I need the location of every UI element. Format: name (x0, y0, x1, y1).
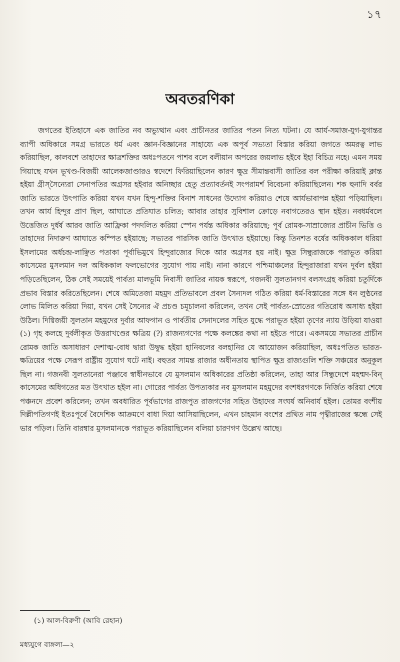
chapter-heading: অবতরণিকা (165, 90, 235, 108)
page-number: ১৭ (366, 8, 382, 21)
running-footer: মধ্যযুগে বাঙ্গলা—২ (20, 640, 75, 649)
footnote: (১) আল-বিরুণী (আবি রেহান) (34, 616, 123, 625)
footnote-divider (20, 610, 90, 611)
body-paragraph: জগতের ইতিহাসে এক জাতির নব অভ্যুত্থান এবং প্রাচীনতর জাতির পতন নিত্য ঘটনা। যে আর্য-সমাজ-যুগ-যুগান্তর ব্যাপী অধিকারে সমগ্র ভারতে ধর্ম এবং জ্ঞান-বিজ্ঞানের সাহায্যে এক অপূর্ব সভ্যতা বিস্তার করিয়া জগতে অমরত্ব লাভ করিয়াছিল, কালবশে তাহাদের ক্ষাত্রশক্তির অধঃপতনে পাশব বলে বলীয়ান অপরের জয়লাভ হইবে ইহা বিচিত্র নহে। এমন সময় গিয়াছে যখন ভূখণ্ড-বিজয়ী আলেকজাণ্ডারও স্বদেশে ফিরিয়াছিলেন কারণ ক্ষুদ্র সীমান্তবাসী জাতির বল পরীক্ষা করিয়াই ক্লান্ত হইয়া গ্রীস্‌সৈন্যেরা সেনাপতির অগ্রসর হইবার অনিচ্ছার হেতু প্রত্যাবর্তনই সংপরামর্শ বিবেচনা করিয়াছিলেন। শক হুনাদি বর্বর জাতি ভারতে উৎপাতি করিয়া যখন যখন হিন্দু-শক্তির বিনাশ সাধনের উদ্যোগ করিয়াও শেষে আর্যভাবাপন্ন হইয়া পড়িয়াছিল। তখন আর্য হিন্দুর প্রাণ ছিল, আঘাতে প্রতিঘাত চলিত; আবার তাহার সুবিশাল ক্রোড়ে নবাগতেরও স্থান হইত। নবধর্মবলে উত্তেজিত দুর্ধর্ষ আরব জাতি আফ্রিকা পদদলিত করিয়া স্পেন পর্যন্ত অধিকার করিয়াছে; পূর্ব রোমক-সাম্রাজ্যের প্রাচীন ভিত্তি ও তাহাদের নিদারুণ আঘাতে কম্পিত হইয়াছে; সভ্যতর পারসিক জাতি উৎখাত হইয়াছে। কিন্তু তিনশত বর্ষের অধিককাল ধরিয়া ইসলামের অর্ধচন্দ্র-লাঞ্ছিত পতাকা পূর্বাভিমুখে হিন্দুরাজ্যের দিকে আর অগ্রসর হয় নাই। ক্ষুদ্র সিন্ধুরাজকে পরাভূত করিয়া কাসেমের মুসলমান দল অধিককাল ফলভোগের সুযোগ পায় নাই। নানা কারণে পশ্চিমাঞ্চলের হিন্দুরাজারা যখন দুর্বল হইয়া পড়িতেছিলেন, ঠিক সেই সময়েই পার্বত্য মালভূমি নিবাসী জাতির নায়ক স্বরূপে, গজনবী সুলতানগণ বলসংগ্রহ করিয়া চতুর্দিকে প্রভাব বিস্তার করিতেছিলেন। শেষে অমিতেজা মহমুদ প্রতিভাবলে প্রবল সৈন্যদল গঠিত করিয়া ধর্ম-বিস্তারের সঙ্গে ধন লুণ্ঠনের লোভ মিলিত করিয়া দিয়া, যখন সেই সৈন্যের ঐ প্রচণ্ড চমূচালনা করিলেন, তখন সেই পার্বত্য-স্রোতের গতিরোধ অসাধ্য হইয়া উঠিল। দিগ্বিজয়ী সুলতান মহমুদের দুর্বার আফগান ও পার্বতীয় সেনাদলের সহিত যুদ্ধে পরাভূত হইয়া তৃণের ন্যায় উড়িয়া যাওয়া (১) গৃহ কলহে দুর্বলীকৃত উত্তরাখণ্ডের ক্ষত্রিয় (?) রাজন্যগণের পক্ষে কলঙ্কের কথা না হইতে পারে। একসময়ে সভ্যতর প্রাচীন রোমক জাতি অসাধারণ দেশাত্ম-বোধ দ্বারা উদ্বুদ্ধ হইয়া হানিবলের বলহানির যে আয়োজন করিয়াছিল, অধঃপতিত ভারত-ক্ষত্রিয়ের পক্ষে সেরূপ রাষ্ট্রীয় সুযোগ ঘটে নাই। বহুতর সামন্ত রাজার অধীনতায় স্থাপিত ক্ষুদ্র রাজ্যগুলি শক্তি সঞ্চয়ের অনুকূল ছিল না। গজনবী সুলতানেরা পঞ্জাবে স্বাধীনভাবে যে মুসলমান অধিকারের প্রতিষ্ঠা করিলেন, তাহা আর সিন্ধুদেশে মহম্মদ-বিন্‌ কাসেমের অধিগতের মত উৎখাত হইল না। গোরের পার্বত্য উপত্যকার নব মুসলমান মহমুদের বংশধরগণকে নির্জিত করিয়া শেষে পঞ্চনদে প্রবেশ করিলেন; তখন অবধারিত পূর্বভাগের রাজপুত রাজগণের সহিত উহাদের সংঘর্ষ অনিবার্য হইল। তোমর বংশীয় দিল্লীপতিগণই ইতঃপূর্বে বৈদেশিক আক্রমণে বাধা দিয়া আসিয়াছিলেন, এখন চাহমান বংশের প্রথিত নাম পৃথ্বীরাজের স্কন্ধে সেই ভার পড়িল। তিনি বারম্বার মুসলমানকে পরাভূত করিয়াছিলেন বলিয়া চারণগণ উল্লেখ আছে। (20, 126, 382, 434)
